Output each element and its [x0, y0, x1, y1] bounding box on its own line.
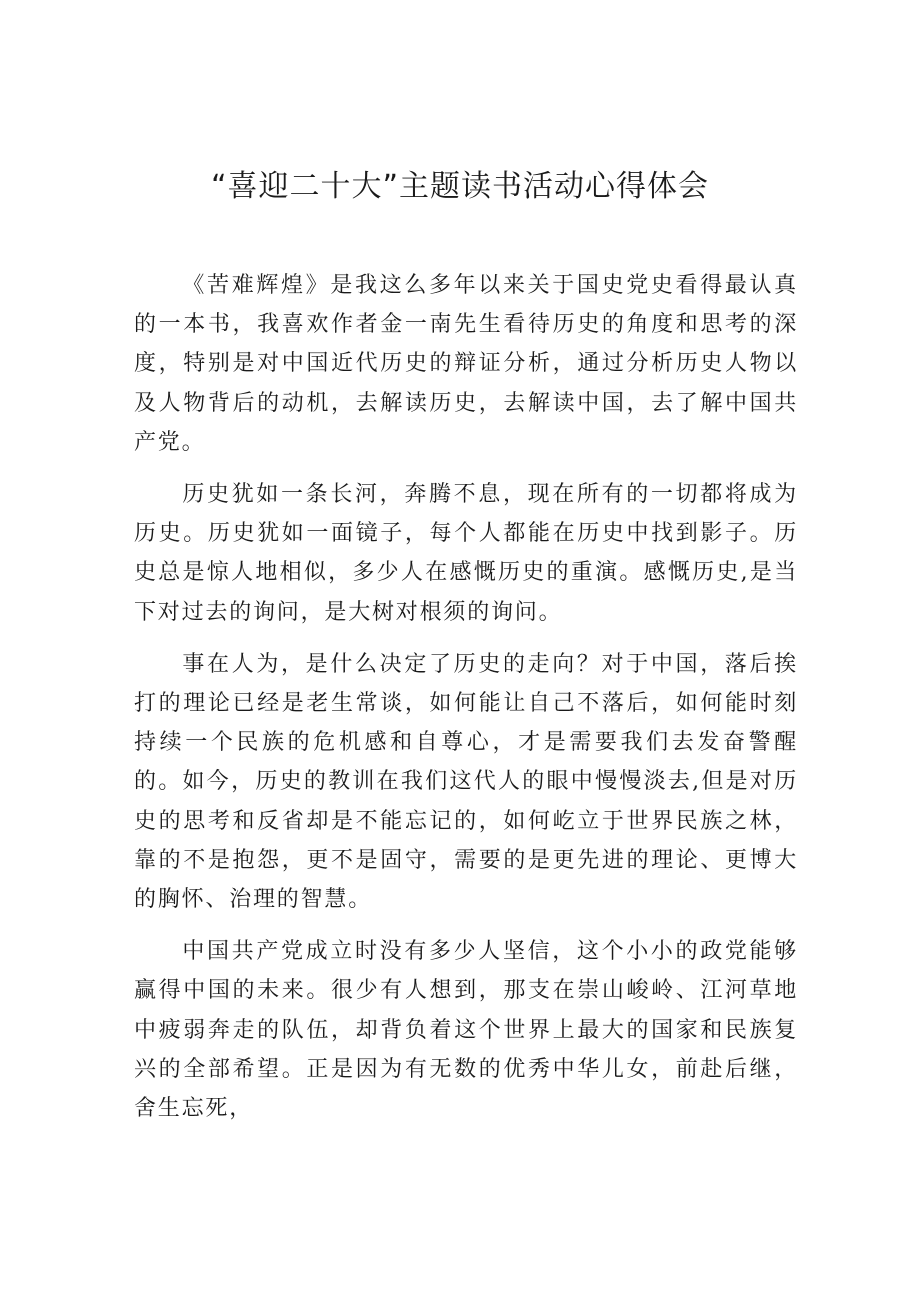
paragraph-3: 事在人为，是什么决定了历史的走向？对于中国，落后挨打的理论已经是老生常谈，如何能让自己不落后，如何能时刻持续一个民族的危机感和自尊心，才是需要我们去发奋警醒的。如今，历史的教训在我们这代人的眼中慢慢淡去,但是对历史的思考和反省却是不能忘记的，如何屹立于世界民族之林，靠的不是抱怨，更不是固守，需要的是更先进的理论、更博大的胸怀、治理的智慧。 [134, 651, 798, 913]
paragraph-1: 《苦难辉煌》是我这么多年以来关于国史党史看得最认真的一本书，我喜欢作者金一南先生看待历史的角度和思考的深度，特别是对中国近代历史的辩证分析，通过分析历史人物以及人物背后的动机，去解读历史，去解读中国，去了解中国共产党。 [134, 273, 798, 455]
paragraph-2: 历史犹如一条长河，奔腾不息，现在所有的一切都将成为历史。历史犹如一面镜子，每个人都能在历史中找到影子。历史总是惊人地相似，多少人在感慨历史的重演。感慨历史,是当下对过去的询问，是大树对根须的询问。 [134, 482, 798, 625]
document-title: “喜迎二十大”主题读书活动心得体会 [210, 169, 710, 204]
document-body [134, 266, 798, 1141]
paragraph-4: 中国共产党成立时没有多少人坚信，这个小小的政党能够赢得中国的未来。很少有人想到，那支在崇山峻岭、江河草地中疲弱奔走的队伍，却背负着这个世界上最大的国家和民族复兴的全部希望。正是因为有无数的优秀中华儿女，前赴后继，舍生忘死， [134, 939, 798, 1122]
